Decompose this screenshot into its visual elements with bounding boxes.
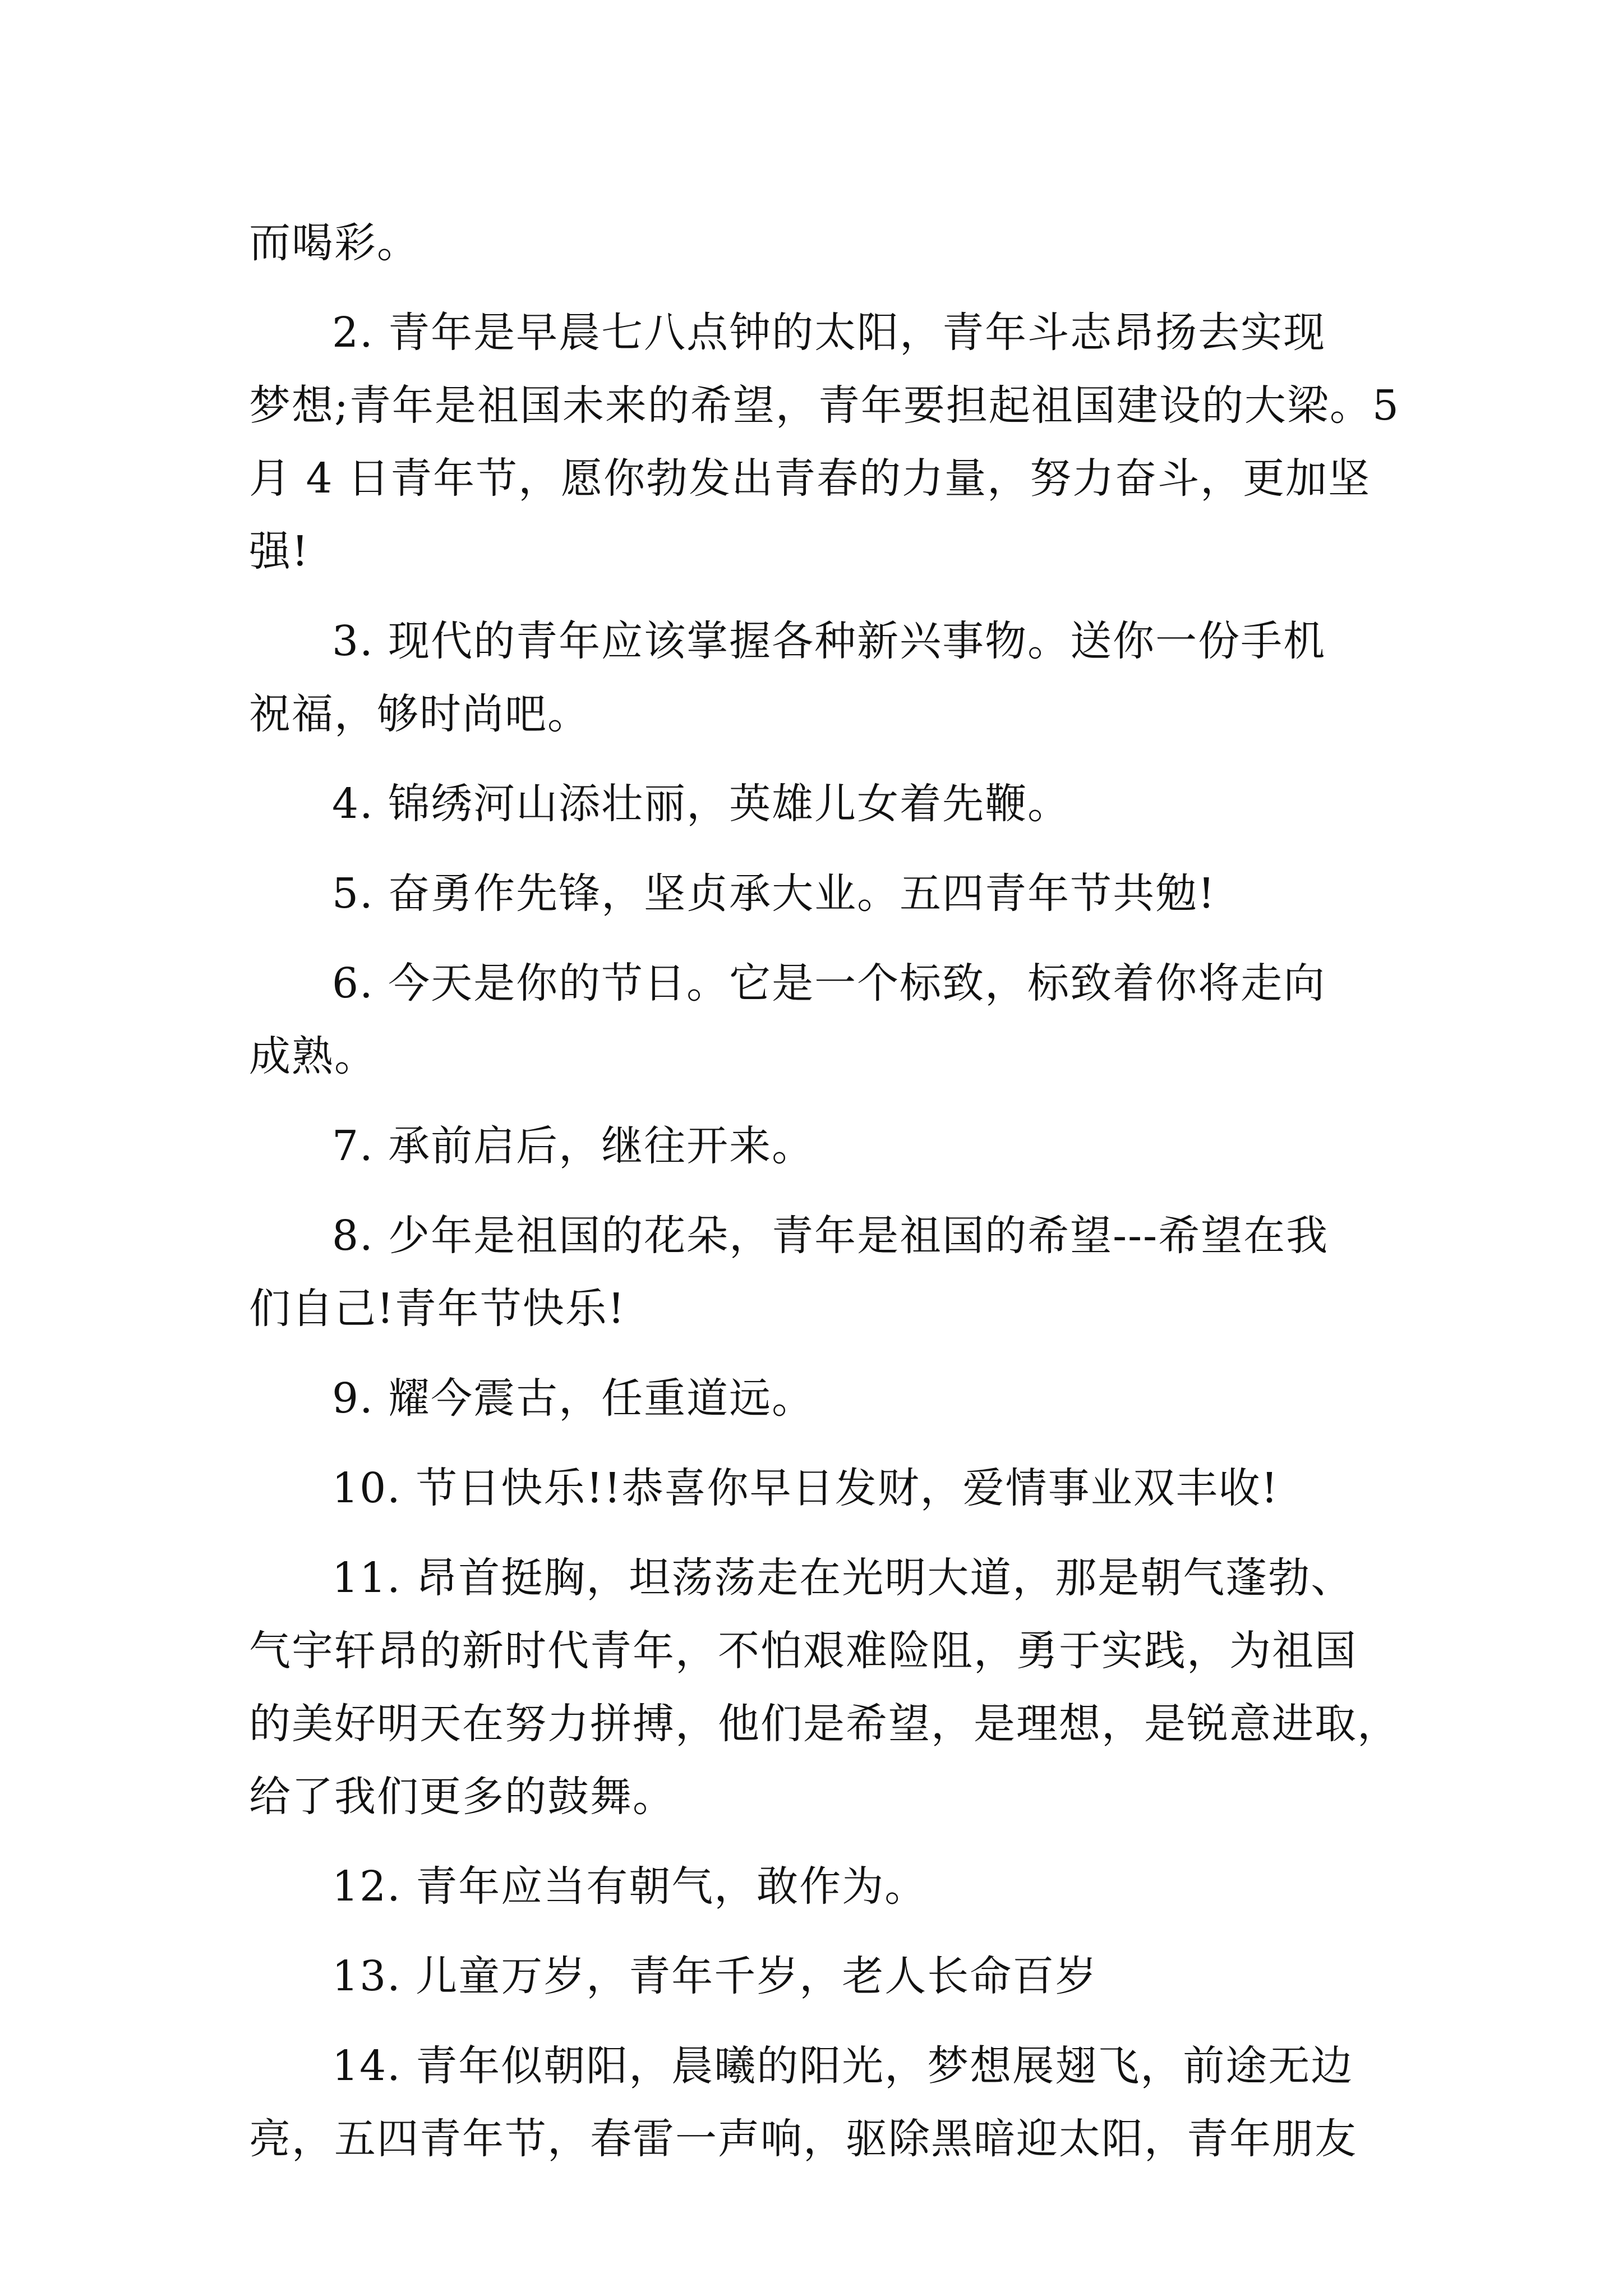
list-item-5: 5. 奋勇作先锋，坚贞承大业。五四青年节共勉! [332,869,1216,918]
list-item-8: 8. 少年是祖国的花朵，青年是祖国的希望---希望在我 [332,1212,1329,1260]
list-item-2: 2. 青年是早晨七八点钟的太阳，青年斗志昂扬去实现 [332,309,1326,357]
text-line: 给了我们更多的鼓舞。 [249,1773,675,1821]
list-item-9: 9. 耀今震古，任重道远。 [332,1374,815,1423]
list-item-4: 4. 锦绣河山添壮丽，英雄儿女着先鞭。 [332,780,1071,828]
text-line: 梦想;青年是祖国未来的希望，青年要担起祖国建设的大梁。5 [249,381,1400,430]
list-item-7: 7. 承前启后，继往开来。 [332,1122,815,1170]
text-line: 们自己!青年节快乐! [249,1285,626,1333]
list-item-13: 13. 儿童万岁，青年千岁，老人长命百岁 [332,1952,1098,2000]
list-item-10: 10. 节日快乐!!恭喜你早日发财，爱情事业双丰收! [332,1464,1279,1512]
text-line: 强! [249,527,310,576]
text-line: 月 4 日青年节，愿你勃发出青春的力量，努力奋斗，更加坚 [249,454,1371,503]
list-item-14: 14. 青年似朝阳，晨曦的阳光，梦想展翅飞，前途无边 [332,2042,1354,2090]
text-line: 亮，五四青年节，春雷一声响，驱除黑暗迎太阳，青年朋友 [249,2115,1357,2163]
text-line: 气宇轩昂的新时代青年，不怕艰难险阻，勇于实践，为祖国 [249,1627,1357,1675]
list-item-6: 6. 今天是你的节日。它是一个标致，标致着你将走向 [332,959,1326,1007]
list-item-11: 11. 昂首挺胸，坦荡荡走在光明大道，那是朝气蓬勃、 [332,1554,1354,1602]
text-line: 而喝彩。 [249,219,419,267]
text-line: 祝福，够时尚吧。 [249,690,590,738]
text-line: 成熟。 [249,1032,377,1080]
text-line: 的美好明天在努力拼搏，他们是希望，是理想，是锐意进取， [249,1700,1400,1748]
document-body [249,206,1415,2175]
list-item-12: 12. 青年应当有朝气，敢作为。 [332,1862,928,1911]
list-item-3: 3. 现代的青年应该掌握各种新兴事物。送你一份手机 [332,617,1326,665]
